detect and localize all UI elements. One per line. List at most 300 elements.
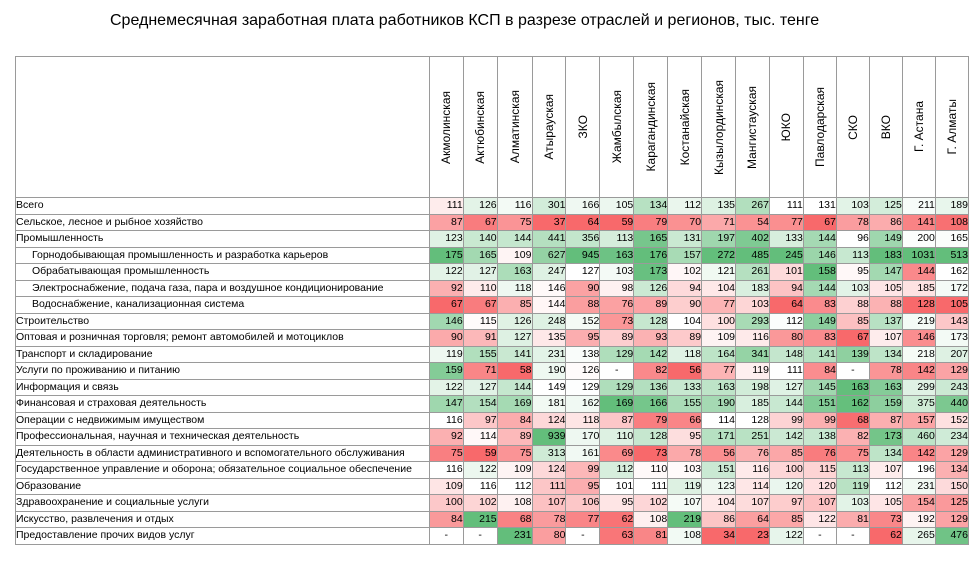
table-cell: 103 — [836, 280, 869, 297]
table-cell: 114 — [702, 412, 736, 429]
table-cell: 148 — [769, 346, 803, 363]
column-header — [736, 57, 770, 198]
table-cell: 251 — [736, 429, 770, 446]
table-cell: 485 — [736, 247, 770, 264]
table-cell: 211 — [902, 198, 935, 215]
table-cell: 95 — [668, 429, 702, 446]
table-cell: 86 — [869, 214, 902, 231]
table-row — [16, 379, 969, 396]
table-cell: 108 — [497, 495, 532, 512]
column-header — [463, 57, 497, 198]
table-cell: 95 — [600, 495, 634, 512]
table-cell: 111 — [634, 478, 668, 495]
row-label: Горнодобывающая промышленность и разработка карьеров — [16, 247, 430, 264]
table-row — [16, 198, 969, 215]
table-cell: 152 — [935, 412, 968, 429]
table-cell: 231 — [532, 346, 566, 363]
table-cell: 83 — [803, 330, 836, 347]
table-cell: 313 — [532, 445, 566, 462]
table-cell: 109 — [702, 330, 736, 347]
table-cell: 939 — [532, 429, 566, 446]
table-cell: 247 — [532, 264, 566, 281]
table-cell: 126 — [497, 313, 532, 330]
column-header-label: Атырауская — [541, 94, 556, 160]
table-cell: 107 — [869, 330, 902, 347]
column-header — [935, 57, 968, 198]
table-cell: 192 — [902, 511, 935, 528]
table-cell: 71 — [702, 214, 736, 231]
table-cell: 185 — [736, 396, 770, 413]
table-cell: 92 — [429, 429, 463, 446]
table-cell: 97 — [769, 495, 803, 512]
table-cell: 77 — [702, 363, 736, 380]
table-cell: 301 — [532, 198, 566, 215]
table-cell: 146 — [902, 330, 935, 347]
column-header-label: Костанайская — [677, 88, 692, 166]
table-cell: 89 — [600, 330, 634, 347]
table-row — [16, 478, 969, 495]
table-cell: 113 — [836, 462, 869, 479]
row-label: Информация и связь — [16, 379, 430, 396]
table-cell: 173 — [935, 330, 968, 347]
column-header-label: СКО — [845, 114, 860, 140]
table-cell: 96 — [836, 231, 869, 248]
table-cell: 112 — [769, 313, 803, 330]
table-cell: 154 — [463, 396, 497, 413]
table-cell: 68 — [836, 412, 869, 429]
table-row — [16, 462, 969, 479]
table-cell: 129 — [600, 379, 634, 396]
table-cell: 75 — [497, 214, 532, 231]
table-cell: 85 — [769, 445, 803, 462]
table-cell: 64 — [769, 297, 803, 314]
table-cell: 85 — [836, 313, 869, 330]
table-cell: 106 — [566, 495, 600, 512]
table-cell: 122 — [429, 379, 463, 396]
table-cell: 149 — [803, 313, 836, 330]
row-label: Электроснабжение, подача газа, пара и воздушное кондиционирование — [16, 280, 430, 297]
table-cell: 103 — [668, 462, 702, 479]
table-cell: 116 — [736, 462, 770, 479]
table-cell: 142 — [634, 346, 668, 363]
table-cell: 183 — [869, 247, 902, 264]
table-cell: 56 — [668, 363, 702, 380]
table-cell: 125 — [869, 198, 902, 215]
column-header-label: Г. Алматы — [944, 99, 959, 155]
table-cell: 162 — [935, 264, 968, 281]
heatmap-table — [15, 56, 969, 545]
table-cell: 151 — [803, 396, 836, 413]
table-cell: 114 — [463, 429, 497, 446]
table-cell: 122 — [803, 511, 836, 528]
table-cell: 84 — [497, 412, 532, 429]
table-cell: 84 — [429, 511, 463, 528]
table-cell: 116 — [429, 462, 463, 479]
table-cell: 137 — [869, 313, 902, 330]
table-cell: 119 — [668, 478, 702, 495]
page-title: Среднемесячная заработная плата работников КСП в разрезе отраслей и регионов, тыс. тенге — [110, 12, 820, 29]
table-cell: 265 — [902, 528, 935, 545]
table-cell: 99 — [803, 412, 836, 429]
table-cell: 108 — [935, 214, 968, 231]
table-cell: 127 — [463, 379, 497, 396]
table-cell: 341 — [736, 346, 770, 363]
table-cell: 34 — [702, 528, 736, 545]
table-cell: 161 — [566, 445, 600, 462]
table-cell: 87 — [429, 214, 463, 231]
table-cell: 121 — [702, 264, 736, 281]
table-cell: 67 — [463, 214, 497, 231]
table-cell: 149 — [532, 379, 566, 396]
table-cell: 111 — [532, 478, 566, 495]
table-cell: 142 — [902, 445, 935, 462]
header-corner — [16, 57, 430, 198]
table-cell: 128 — [634, 429, 668, 446]
table-cell: 85 — [769, 511, 803, 528]
table-cell: 76 — [803, 445, 836, 462]
table-cell: 77 — [769, 214, 803, 231]
table-cell: 293 — [736, 313, 770, 330]
table-cell: - — [463, 528, 497, 545]
table-cell: 105 — [600, 198, 634, 215]
table-cell: 118 — [497, 280, 532, 297]
column-header-label: Актюбинская — [473, 90, 488, 164]
table-cell: 145 — [803, 379, 836, 396]
table-cell: 90 — [429, 330, 463, 347]
table-cell: 109 — [497, 247, 532, 264]
table-cell: 102 — [463, 495, 497, 512]
table-cell: 68 — [497, 511, 532, 528]
table-cell: 111 — [769, 363, 803, 380]
table-cell: 151 — [702, 462, 736, 479]
row-label: Строительство — [16, 313, 430, 330]
table-cell: 146 — [429, 313, 463, 330]
column-header — [429, 57, 463, 198]
table-cell: 94 — [668, 280, 702, 297]
table-cell: 99 — [566, 462, 600, 479]
table-cell: 122 — [463, 462, 497, 479]
table-row — [16, 495, 969, 512]
table-row — [16, 231, 969, 248]
table-cell: 78 — [869, 363, 902, 380]
table-cell: 440 — [935, 396, 968, 413]
table-cell: 67 — [429, 297, 463, 314]
table-cell: 100 — [769, 462, 803, 479]
row-label: Финансовая и страховая деятельность — [16, 396, 430, 413]
table-cell: 115 — [803, 462, 836, 479]
table-cell: 73 — [869, 511, 902, 528]
table-cell: 356 — [566, 231, 600, 248]
column-header — [702, 57, 736, 198]
table-cell: 70 — [668, 214, 702, 231]
row-label: Искусство, развлечения и отдых — [16, 511, 430, 528]
table-cell: 169 — [600, 396, 634, 413]
table-cell: 90 — [668, 297, 702, 314]
row-label: Услуги по проживанию и питанию — [16, 363, 430, 380]
table-cell: 71 — [463, 363, 497, 380]
table-cell: 163 — [702, 379, 736, 396]
table-cell: 58 — [497, 363, 532, 380]
table-cell: 67 — [463, 297, 497, 314]
table-cell: 154 — [902, 495, 935, 512]
row-label: Оптовая и розничная торговля; ремонт автомобилей и мотоциклов — [16, 330, 430, 347]
table-cell: 23 — [736, 528, 770, 545]
table-cell: 88 — [566, 297, 600, 314]
table-cell: 144 — [497, 231, 532, 248]
table-cell: 111 — [769, 198, 803, 215]
table-cell: 147 — [869, 264, 902, 281]
table-cell: 109 — [429, 478, 463, 495]
row-label: Сельское, лесное и рыбное хозяйство — [16, 214, 430, 231]
table-cell: 107 — [869, 462, 902, 479]
table-cell: 101 — [600, 478, 634, 495]
table-cell: 87 — [869, 412, 902, 429]
table-cell: 126 — [566, 363, 600, 380]
table-cell: 141 — [902, 214, 935, 231]
table-cell: 89 — [497, 429, 532, 446]
table-cell: 81 — [634, 528, 668, 545]
table-cell: 116 — [429, 412, 463, 429]
table-cell: 126 — [634, 280, 668, 297]
column-header — [803, 57, 836, 198]
table-cell: 402 — [736, 231, 770, 248]
table-cell: - — [836, 528, 869, 545]
table-cell: 134 — [869, 346, 902, 363]
table-cell: 157 — [668, 247, 702, 264]
table-cell: 144 — [803, 231, 836, 248]
table-cell: 143 — [935, 313, 968, 330]
table-cell: 88 — [836, 297, 869, 314]
column-header — [497, 57, 532, 198]
column-header-label: ВКО — [878, 114, 893, 140]
row-label: Государственное управление и оборона; обязательное социальное обеспечение — [16, 462, 430, 479]
table-row — [16, 412, 969, 429]
column-header — [668, 57, 702, 198]
column-header — [532, 57, 566, 198]
table-cell: 118 — [566, 412, 600, 429]
column-header — [869, 57, 902, 198]
table-cell: 136 — [634, 379, 668, 396]
table-cell: 64 — [736, 511, 770, 528]
row-label: Здравоохранение и социальные услуги — [16, 495, 430, 512]
table-cell: 627 — [532, 247, 566, 264]
table-cell: 142 — [902, 363, 935, 380]
table-cell: 103 — [600, 264, 634, 281]
table-cell: 138 — [566, 346, 600, 363]
table-cell: 109 — [497, 462, 532, 479]
table-cell: 107 — [803, 495, 836, 512]
table-cell: 112 — [668, 198, 702, 215]
table-cell: 113 — [600, 231, 634, 248]
table-cell: 95 — [566, 330, 600, 347]
table-cell: 140 — [463, 231, 497, 248]
table-cell: 135 — [532, 330, 566, 347]
table-row — [16, 247, 969, 264]
column-header-label: Жамбылская — [609, 90, 624, 164]
table-cell: 163 — [600, 247, 634, 264]
table-cell: 128 — [736, 412, 770, 429]
table-cell: 144 — [532, 297, 566, 314]
table-row — [16, 330, 969, 347]
table-cell: 88 — [869, 297, 902, 314]
table-cell: 103 — [836, 198, 869, 215]
table-cell: 112 — [869, 478, 902, 495]
table-cell: 103 — [736, 297, 770, 314]
table-row — [16, 396, 969, 413]
table-cell: 128 — [902, 297, 935, 314]
table-cell: 62 — [869, 528, 902, 545]
table-row — [16, 214, 969, 231]
table-cell: 37 — [532, 214, 566, 231]
table-cell: 97 — [463, 412, 497, 429]
table-cell: - — [803, 528, 836, 545]
table-cell: 123 — [429, 231, 463, 248]
table-cell: 215 — [463, 511, 497, 528]
row-label: Образование — [16, 478, 430, 495]
table-cell: 183 — [736, 280, 770, 297]
column-header — [836, 57, 869, 198]
table-cell: 272 — [702, 247, 736, 264]
row-label: Промышленность — [16, 231, 430, 248]
table-cell: 110 — [463, 280, 497, 297]
column-header — [634, 57, 668, 198]
table-cell: 207 — [935, 346, 968, 363]
table-cell: 110 — [634, 462, 668, 479]
table-cell: 114 — [736, 478, 770, 495]
table-cell: 245 — [769, 247, 803, 264]
table-row — [16, 363, 969, 380]
table-cell: 112 — [497, 478, 532, 495]
table-cell: 107 — [532, 495, 566, 512]
table-cell: 103 — [836, 495, 869, 512]
table-cell: 169 — [497, 396, 532, 413]
column-header — [902, 57, 935, 198]
column-header-label: Г. Астана — [911, 101, 926, 153]
table-cell: 142 — [769, 429, 803, 446]
table-cell: 87 — [600, 412, 634, 429]
table-cell: 513 — [935, 247, 968, 264]
table-cell: 104 — [702, 495, 736, 512]
table-cell: 159 — [429, 363, 463, 380]
table-cell: 165 — [935, 231, 968, 248]
table-cell: 80 — [532, 528, 566, 545]
column-header-label: Алматинская — [507, 90, 522, 164]
table-row — [16, 445, 969, 462]
table-cell: - — [566, 528, 600, 545]
table-cell: 165 — [463, 247, 497, 264]
table-row — [16, 313, 969, 330]
table-cell: 131 — [803, 198, 836, 215]
table-cell: 120 — [803, 478, 836, 495]
table-cell: 129 — [935, 511, 968, 528]
table-cell: 945 — [566, 247, 600, 264]
row-label: Транспорт и складирование — [16, 346, 430, 363]
table-cell: 163 — [836, 379, 869, 396]
table-row — [16, 297, 969, 314]
table-cell: 83 — [803, 297, 836, 314]
table-cell: 133 — [769, 231, 803, 248]
table-cell: 155 — [668, 396, 702, 413]
table-cell: 146 — [532, 280, 566, 297]
table-cell: 197 — [702, 231, 736, 248]
column-header-label: Мангистауская — [745, 85, 760, 169]
table-cell: 85 — [497, 297, 532, 314]
table-cell: 124 — [532, 462, 566, 479]
table-cell: 166 — [634, 396, 668, 413]
table-cell: 93 — [634, 330, 668, 347]
table-cell: 189 — [935, 198, 968, 215]
table-cell: 147 — [429, 396, 463, 413]
table-cell: 59 — [600, 214, 634, 231]
table-cell: 375 — [902, 396, 935, 413]
row-label: Всего — [16, 198, 430, 215]
table-cell: 219 — [902, 313, 935, 330]
table-cell: 64 — [566, 214, 600, 231]
table-cell: 196 — [902, 462, 935, 479]
column-header-label: Кызылординская — [711, 79, 726, 175]
table-cell: 172 — [935, 280, 968, 297]
table-cell: 78 — [668, 445, 702, 462]
table-cell: 134 — [869, 445, 902, 462]
table-cell: 190 — [532, 363, 566, 380]
table-cell: 234 — [935, 429, 968, 446]
table-cell: 185 — [902, 280, 935, 297]
table-cell: 162 — [836, 396, 869, 413]
table-cell: 82 — [634, 363, 668, 380]
table-cell: 152 — [566, 313, 600, 330]
table-cell: 102 — [634, 495, 668, 512]
table-cell: 144 — [803, 280, 836, 297]
table-cell: 171 — [702, 429, 736, 446]
column-header-label: Карагандинская — [643, 82, 658, 172]
table-cell: 125 — [935, 495, 968, 512]
table-cell: 122 — [769, 528, 803, 545]
table-cell: 1031 — [902, 247, 935, 264]
table-row — [16, 280, 969, 297]
table-cell: 441 — [532, 231, 566, 248]
table-cell: 80 — [769, 330, 803, 347]
table-cell: 231 — [497, 528, 532, 545]
table-cell: 144 — [769, 396, 803, 413]
row-label: Операции с недвижимым имуществом — [16, 412, 430, 429]
table-row — [16, 346, 969, 363]
table-cell: 86 — [702, 511, 736, 528]
table-cell: 73 — [634, 445, 668, 462]
table-cell: 149 — [869, 231, 902, 248]
column-header — [769, 57, 803, 198]
table-cell: 107 — [668, 495, 702, 512]
column-header-label: ЗКО — [575, 115, 590, 139]
table-row — [16, 264, 969, 281]
table-cell: 119 — [836, 478, 869, 495]
table-cell: 108 — [668, 528, 702, 545]
table-row — [16, 528, 969, 545]
table-cell: 108 — [634, 511, 668, 528]
table-cell: 176 — [634, 247, 668, 264]
table-cell: 248 — [532, 313, 566, 330]
table-cell: 119 — [429, 346, 463, 363]
row-label: Деятельность в области административного и вспомогательного обслуживания — [16, 445, 430, 462]
row-label: Предоставление прочих видов услуг — [16, 528, 430, 545]
table-cell: 99 — [769, 412, 803, 429]
table-cell: 135 — [702, 198, 736, 215]
table-cell: 120 — [769, 478, 803, 495]
table-cell: 104 — [668, 313, 702, 330]
table-cell: 261 — [736, 264, 770, 281]
table-cell: - — [836, 363, 869, 380]
table-cell: 76 — [736, 445, 770, 462]
table-cell: 104 — [702, 280, 736, 297]
